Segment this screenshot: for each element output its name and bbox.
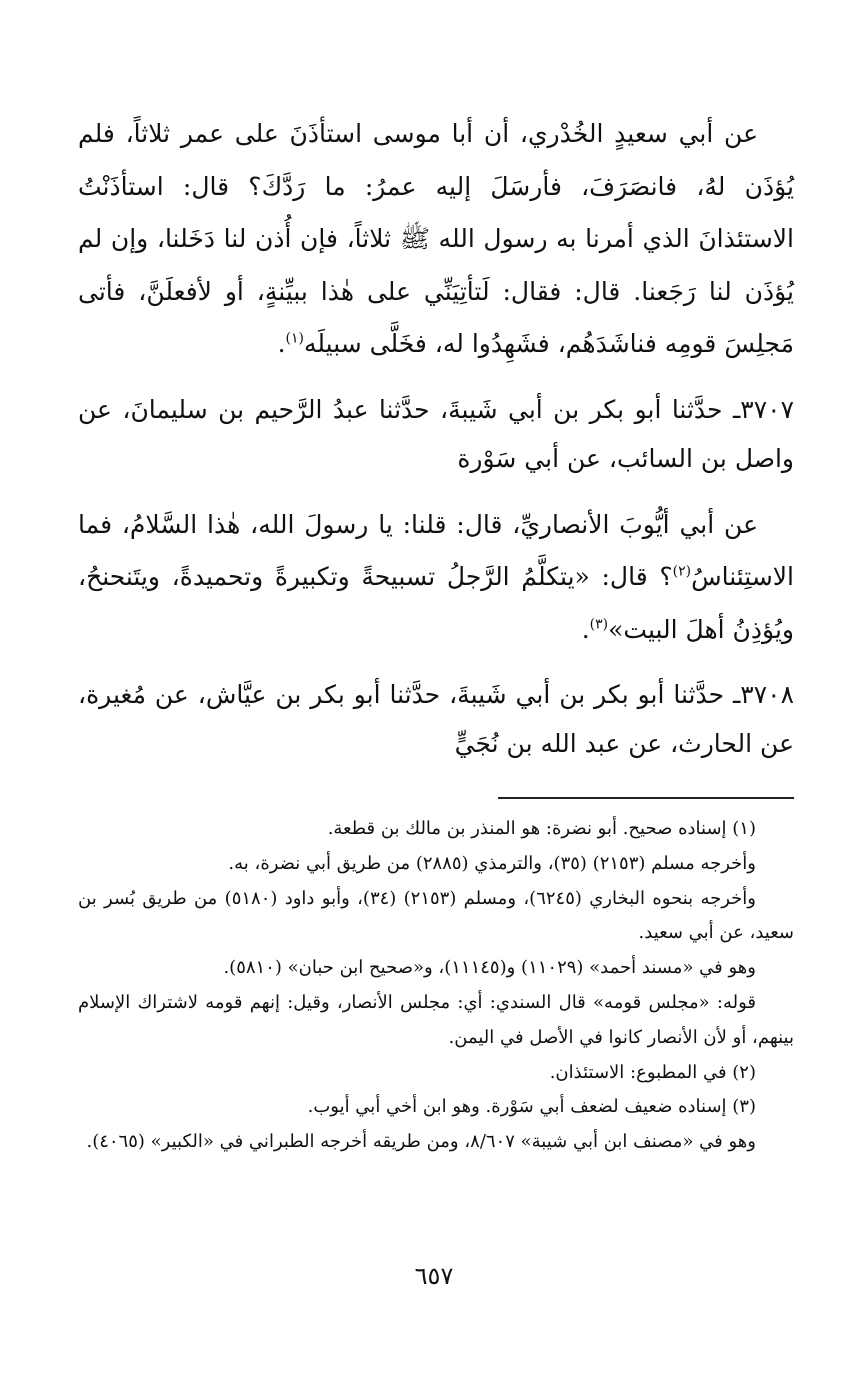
footnote-ref-1: (١) xyxy=(285,330,304,347)
hadith-3707-chain: ٣٧٠٧ـ حدَّثنا أبو بكر بن أبي شَيبةَ، حدَّثنا عبدُ الرَّحيم بن سليمانَ، عن واصل بن السائب، عن أبي سَوْرة xyxy=(78,394,794,473)
paragraph-hadith-2-end: . xyxy=(581,614,590,644)
footnote-1-line-2: وأخرجه مسلم (٢١٥٣) (٣٥)، والترمذي (٢٨٨٥) من طريق أبي نضرة، به. xyxy=(228,852,756,874)
footnote-3: (٣) إسناده ضعيف لضعف أبي سَوْرة. وهو ابن أخي أبي أيوب. xyxy=(307,1096,756,1118)
footnote-1-line-5: قوله: «مجلس قومه» قال السندي: أي: مجلس الأنصار، وقيل: إنهم قومه لاشتراك الإسلام بينهم، أو لأن الأنصار كانوا في الأصل في اليمن. xyxy=(78,991,794,1048)
footnote-ref-2: (٢) xyxy=(672,563,692,580)
hadith-3708-chain: ٣٧٠٨ـ حدَّثنا أبو بكر بن أبي شَيبةَ، حدَّثنا أبو بكر بن عيَّاش، عن مُغيرة، عن الحارث، عن عبد الله بن نُجَيٍّ xyxy=(78,680,794,758)
footnote-2: (٢) في المطبوع: الاستئذان. xyxy=(549,1061,756,1083)
main-text xyxy=(78,108,794,768)
footnote-1-line-3: وأخرجه بنحوه البخاري (٦٢٤٥)، ومسلم (٢١٥٣) (٣٤)، وأبو داود (٥١٨٠) من طريق بُسر بن سعيد، عن أبي سعيد. xyxy=(78,887,794,944)
footnotes xyxy=(78,812,794,1160)
footnote-1-line-4: وهو في «مسند أحمد» (١١٠٢٩) و(١١١٤٥)، و«صحيح ابن حبان» (٥٨١٠). xyxy=(223,957,756,979)
paragraph-hadith-2 xyxy=(78,499,794,657)
footnote-ref-3: (٣) xyxy=(589,616,609,633)
paragraph-hadith-1 xyxy=(78,108,794,371)
footnote-1: (١) إسناده صحيح. أبو نضرة: هو المنذر بن مالك بن قطعة. xyxy=(327,818,756,839)
page-number: ٦٥٧ xyxy=(414,1262,454,1290)
paragraph-hadith-2-text-b: ؟ قال: «يتكلَّمُ الرَّجلُ تسبيحةً وتكبيرةً وتحميدةً، ويتَنحنحُ، ويُؤذِنُ أهلَ البيت» xyxy=(78,562,794,644)
paragraph-hadith-2-text-a: عن أبي أيُّوبَ الأنصاريِّ، قال: قلنا: يا رسولَ الله، هٰذا السَّلامُ، فما الاستِئناسُ xyxy=(78,509,794,591)
footnote-separator xyxy=(498,797,794,799)
paragraph-hadith-1-text: عن أبي سعيدٍ الخُدْري، أن أبا موسى استأذَنَ على عمر ثلاثاً، فلم يُؤذَن لهُ، فانصَرَفَ، فأرسَلَ إليه عمرُ: ما رَدَّكَ؟ قال: استأذَنْتُ الاستئذانَ الذي أمرنا به رسول الله ﷺ ثلاثاً، فإن أُذن لنا دَخَلنا، وإن لم يُؤذَن لنا رَجَعنا. قال: فقال: لَتأتِيَنِّي على هٰذا ببيِّنةٍ، أو لأفعلَنَّ، فأتى مَجلِسَ قومِه فناشَدَهُم، فشَهِدُوا له، فخَلَّى سبيلَه xyxy=(78,119,794,358)
paragraph-hadith-1-end: . xyxy=(277,329,286,358)
footnote-3-line-2: وهو في «مصنف ابن أبي شيبة» ٨/٦٠٧، ومن طريقه أخرجه الطبراني في «الكبير» (٤٠٦٥). xyxy=(86,1131,756,1153)
